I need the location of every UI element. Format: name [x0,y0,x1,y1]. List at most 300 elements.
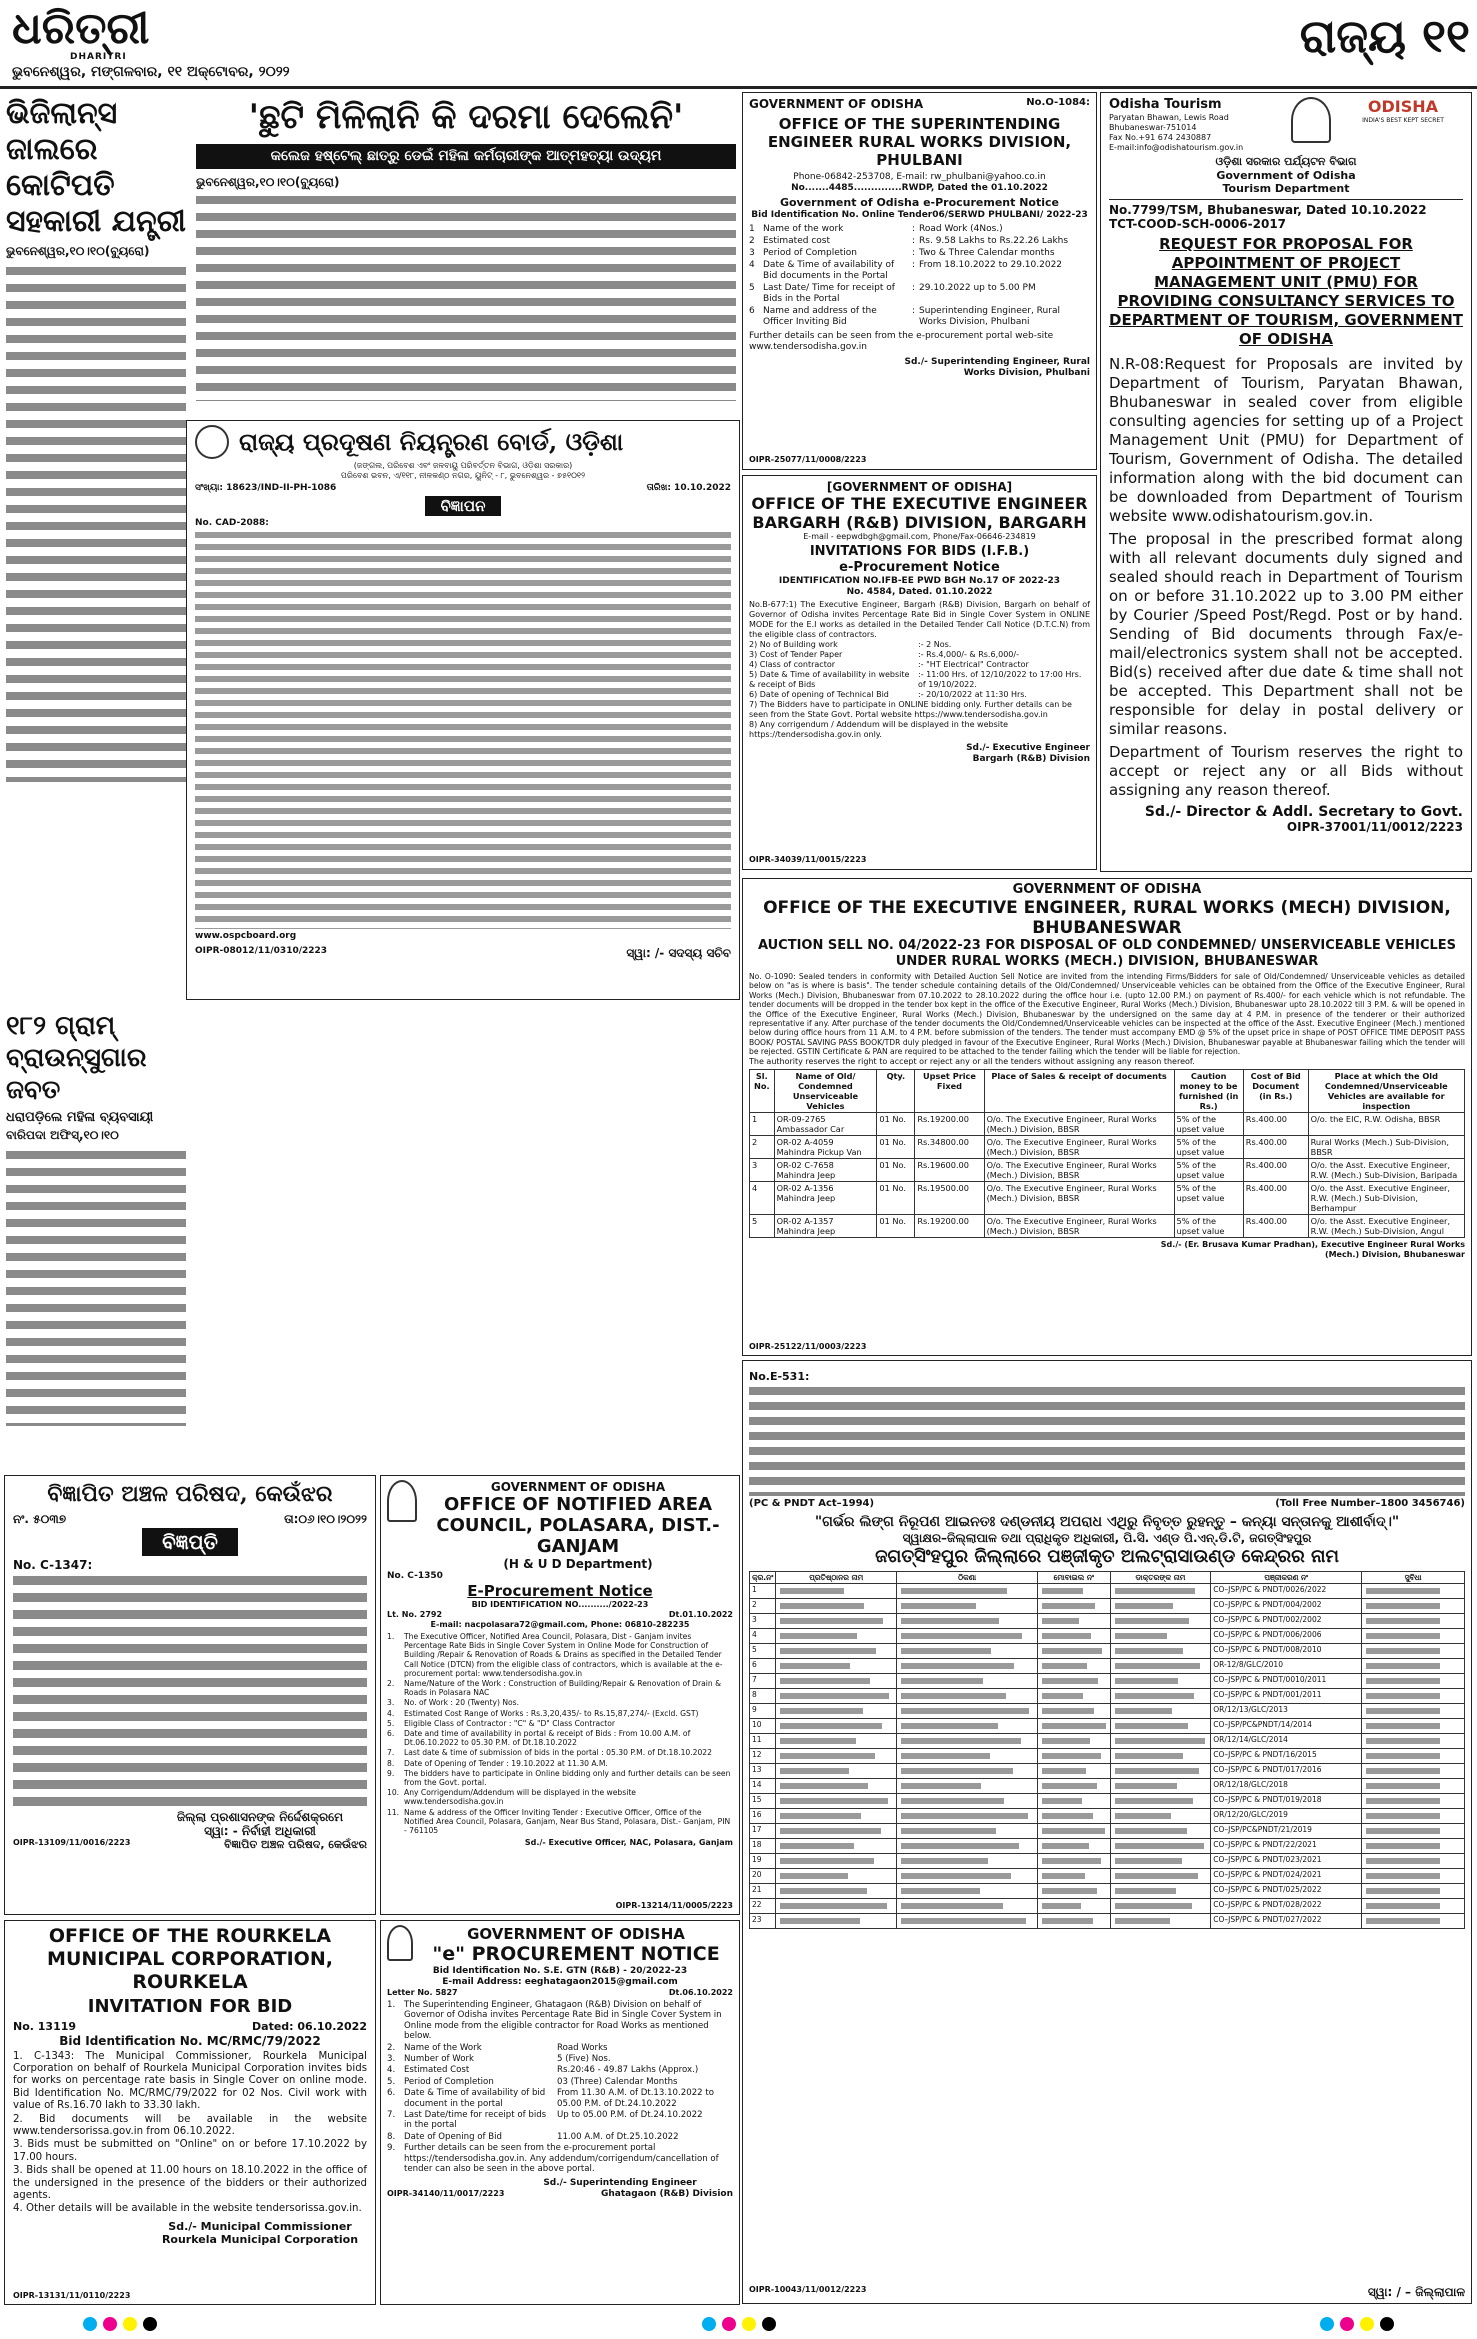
ad-polasara-row-text: No. of Work : 20 (Twenty) Nos. [404,1698,520,1708]
ad-ghatagaon-row [387,2043,733,2053]
ad-keonjhar-oipr: OIPR-13109/11/0016/2223 [13,1838,131,1847]
ad-pcpndt-heading1: "ଗର୍ଭର ଲିଙ୍ଗ ନିରୂପଣ ଆଇନତଃ ଦଣ୍ଡନୀୟ ଅପରାଧ ଏଥିରୁ ନିବୃତ୍ତ ରୁହନ୍ତୁ – କନ୍ୟା ସନ୍ତାନକୁ ଆଶୀର୍ବାଦ୍।" [814,1513,1400,1530]
table-cell-filler [897,1763,1038,1778]
ad-phulbani-row-value: From 18.10.2022 to 29.10.2022 [919,259,1063,270]
ad-ghatagaon [380,1920,740,2305]
ad-polasara-row-num: 8. [387,1758,395,1768]
table-cell: 23 [750,1913,776,1928]
ad-tourism-gov: Government of Odisha [1216,168,1356,182]
ad-phulbani-row [749,306,1090,328]
table-row [750,1808,1465,1823]
ad-polasara-row-num: 10. [387,1788,400,1798]
table-cell-reg: CO–JSP/PC & PNDT/004/2002 [1211,1598,1362,1613]
ad-tourism-body3: Department of Tourism reserves the right to accept or reject any or all Bids without assigning any reason thereof. [1109,743,1463,799]
table-cell-filler [1362,1898,1465,1913]
table-row [750,1214,1465,1237]
text-filler [1115,1768,1199,1774]
ad-pcpndt-sign: ସ୍ୱା: / – ଜିଲ୍ଲାପାଳ [1367,2285,1465,2299]
ad-tourism-rule [1109,199,1463,201]
ad-rourkela-no: No. 13119 [13,2020,77,2033]
table-cell-filler [776,1748,897,1763]
table-cell-filler [776,1808,897,1823]
table-cell-filler [897,1868,1038,1883]
ad-auction-table-header: Name of Old/ Condemned Unserviceable Vehicles [774,1069,877,1112]
registration-swatch [1360,2317,1374,2331]
table-cell-reg: CO–JSP/PC & PNDT/002/2002 [1211,1613,1362,1628]
table-row [750,1853,1465,1868]
ad-phulbani-row [749,224,1090,235]
text-filler [1042,1798,1082,1804]
table-cell-filler [776,1868,897,1883]
table-cell-filler [897,1853,1038,1868]
table-cell: 1 [750,1112,775,1135]
text-filler [1042,1603,1095,1609]
ad-phulbani-row-value: Two & Three Calendar months [919,247,1055,258]
table-cell-filler [776,1598,897,1613]
ad-polasara-row-text: Date of Opening of Tender : 19.10.2022 at 11.30 A.M. [404,1758,608,1768]
ad-ghatagaon-bid: Bid Identification No. S.E. GTN (R&B) - 20/2022-23 [432,1966,688,1976]
ad-pcpndt-table-header: ସୁବିଧା [1362,1571,1465,1583]
text-filler [1366,1888,1439,1894]
ad-ghatagaon-row-value: 11.00 A.M. of Dt.25.10.2022 [557,2131,679,2142]
table-row [750,1598,1465,1613]
ad-polasara-row [387,1729,733,1747]
ad-polasara-row [387,1698,733,1707]
ad-phulbani-gov: GOVERNMENT OF ODISHA [749,97,924,111]
story-sugar-dateline: ବାରିପଦା ଅଫିସ୍,୧୦।୧୦ [6,1128,119,1142]
ad-polasara-row-text: Last date & time of submission of bids in the portal : 05.30 P.M. of Dt.18.10.2022 [404,1748,712,1758]
ad-rourkela-sign2: Rourkela Municipal Corporation [161,2233,359,2247]
ad-ghatagaon-title: "e" PROCUREMENT NOTICE [432,1943,720,1965]
table-cell-filler [1110,1748,1211,1763]
table-row [750,1643,1465,1658]
text-filler [901,1693,1006,1699]
ad-phulbani-row [749,260,1090,282]
ad-polasara-office: OFFICE OF NOTIFIED AREA COUNCIL, POLASARA, DIST.- GANJAM [436,1494,720,1557]
table-cell: 5% of the upset value [1174,1135,1243,1158]
ad-phulbani-row-label: Name of the work [763,223,844,234]
ad-rourkela-title: INVITATION FOR BID [87,1996,293,2017]
text-filler [901,1783,981,1789]
table-cell-reg: CO–JSP/PC&PNDT/21/2019 [1211,1823,1362,1838]
ad-auction-table [749,1069,1465,1238]
text-filler [901,1663,1014,1669]
registration-swatch [762,2317,776,2331]
ad-polasara-row [387,1719,733,1728]
ad-phulbani-ref: No.......4485..............RWDP, Dated the 01.10.2022 [791,183,1048,193]
text-filler [780,1813,861,1819]
ad-tourism-gov-odia: ଓଡ଼ିଶା ସରକାର ପର୍ଯ୍ୟଟନ ବିଭାଗ [1215,155,1357,168]
table-cell-filler [1110,1703,1211,1718]
table-cell-filler [897,1733,1038,1748]
text-filler [1042,1918,1093,1924]
table-cell-reg: CO–JSP/PC & PNDT/0010/2011 [1211,1673,1362,1688]
table-cell-filler [1362,1628,1465,1643]
table-cell: 19 [750,1853,776,1868]
ad-pcpndt-intro [749,1384,1465,1496]
text-filler [1115,1663,1200,1669]
ad-bargarh-row-value: :- Rs.4,000/- & Rs.6,000/- [918,650,1019,659]
table-cell-filler [1038,1628,1110,1643]
ad-polasara-row [387,1759,733,1768]
text-filler [780,1678,869,1684]
table-cell-reg: OR-12/8/GLC/2010 [1211,1658,1362,1673]
registration-swatch [143,2317,157,2331]
ad-bargarh [742,475,1097,870]
text-filler [1042,1738,1090,1744]
table-cell-filler [1038,1598,1110,1613]
ad-polasara-row-text: Estimated Cost Range of Works : Rs.3,20,435/- to Rs.15,87,274/- (Excld. GST) [404,1708,699,1718]
ad-pollution-ref: ସଂଖ୍ୟା: 18623/IND-II-PH-1086 [195,483,337,493]
text-filler [901,1888,980,1894]
table-cell: Rural Works (Mech.) Sub-Division, BBSR [1308,1135,1464,1158]
ad-pcpndt-oipr: OIPR-10043/11/0012/2223 [749,2285,867,2294]
table-cell-filler [1110,1628,1211,1643]
table-cell: Rs.400.00 [1243,1214,1308,1237]
ad-phulbani-oipr: OIPR-25077/11/0008/2223 [749,455,867,464]
ad-bargarh-row-value: :- 20/10/2022 at 11:30 Hrs. [918,690,1027,699]
text-filler [1366,1633,1439,1639]
ad-polasara-row-text: Any Corrigendum/Addendum will be displayed in the website www.tendersodisha.gov.in [404,1788,636,1807]
ad-pollution-date: ତାରିଖ: 10.10.2022 [646,483,731,493]
table-cell-reg: OR/12/13/GLC/2013 [1211,1703,1362,1718]
ad-keonjhar-notice-no: No. C-1347: [13,1558,93,1572]
registration-swatch [742,2317,756,2331]
ad-ghatagaon-row-num: 5. [387,2076,396,2087]
table-row [750,1688,1465,1703]
ad-tourism-body1: N.R-08:Request for Proposals are invited by Department of Tourism, Paryatan Bhawan, Bhubaneswar in sealed cover from eligible consulting agencies for setting up of a Project Management Unit (PMU) for Department of Tourism, Government of Odisha. The detailed information along with the bid document can be downloaded from Department of Tourism website www.odishatourism.gov.in. [1109,355,1463,525]
table-cell-filler [1362,1778,1465,1793]
story-salary-subhead: କଲେଜ ହଷ୍ଟେଲ୍ ଛାତ୍ରୁ ଡେଇଁ ମହିଳା କର୍ମଚାରୀଙ୍କ ଆତ୍ମହତ୍ୟା ଉଦ୍ୟମ [196,144,736,169]
ad-bargarh-rows [749,640,1090,700]
ad-phulbani-row-num: 6 [749,305,755,316]
table-cell: 20 [750,1868,776,1883]
table-row [750,1733,1465,1748]
table-row [750,1913,1465,1928]
table-cell-filler [1038,1838,1110,1853]
text-filler [780,1648,876,1654]
ad-auction-table-header: Qty. [877,1069,915,1112]
ghatagaon-emblem-icon [387,1925,413,1961]
table-cell-filler [1038,1583,1110,1598]
text-filler [1042,1678,1098,1684]
ad-keonjhar [4,1475,376,1915]
table-cell: Rs.400.00 [1243,1135,1308,1158]
table-row [750,1112,1465,1135]
table-cell: O/o. the Asst. Executive Engineer, R.W. (Mech.) Sub-Division, Baripada [1308,1158,1464,1181]
ad-bargarh-row-value: :- 11:00 Hrs. of 12/10/2022 to 17:00 Hrs. of 19/10/2022. [918,670,1082,689]
table-cell-filler [776,1703,897,1718]
ad-phulbani-row [749,248,1090,259]
table-cell-filler [1110,1763,1211,1778]
ad-keonjhar-ref: ନଂ. ୫୦୩୭ [13,1512,67,1526]
text-filler [780,1798,888,1804]
table-cell-reg: CO–JSP/PC & PNDT/006/2006 [1211,1628,1362,1643]
table-row [750,1718,1465,1733]
text-filler [780,1753,875,1759]
table-cell-filler [776,1838,897,1853]
ad-pollution [186,420,740,1000]
ad-bargarh-row-label: 4) Class of contractor [749,660,836,669]
ad-ghatagaon-dated: Dt.06.10.2022 [668,1988,733,1997]
text-filler [901,1633,1022,1639]
ad-tourism-email: E-mail:info@odishatourism.gov.in [1109,143,1244,152]
table-cell: 9 [750,1703,776,1718]
text-filler [1042,1783,1097,1789]
ad-ghatagaon-row [387,2065,733,2075]
table-cell-filler [776,1613,897,1628]
ad-polasara-row-text: Eligible Class of Contractor : "C" & "D" Class Contractor [404,1718,616,1728]
ad-phulbani-row-value: 29.10.2022 up to 5.00 PM [919,282,1036,293]
table-cell-filler [1362,1613,1465,1628]
text-filler [1042,1828,1105,1834]
table-row [750,1868,1465,1883]
ad-bargarh-row-value: :- 2 Nos. [918,640,952,649]
table-cell: 5 [750,1643,776,1658]
text-filler [1042,1723,1105,1729]
text-filler [1115,1888,1176,1894]
text-filler [780,1903,887,1909]
table-cell-filler [1362,1598,1465,1613]
text-filler [1042,1888,1097,1894]
table-cell-reg: OR/12/14/GLC/2014 [1211,1733,1362,1748]
ad-polasara-row-num: 11. [387,1807,400,1817]
ad-polasara-gov: GOVERNMENT OF ODISHA [490,1480,666,1494]
ad-pcpndt-table [749,1571,1465,1929]
ad-tourism-sign: Sd./- Director & Addl. Secretary to Govt. [1144,804,1463,820]
text-filler [1366,1678,1439,1684]
ad-polasara-row [387,1632,733,1678]
ad-auction-body: No. O-1090: Sealed tenders in conformity with Detailed Auction Sell Notice are invited from the intending Firms/Bidders for sale of Old/Condemned/ Unserviceable vehicles as detailed below on "as is where is basis". The tender schedule containing details of the Old/Condemned/ Unserviceable vehicles can be obtained from the Office of the Executive Engineer, Rural Works (Mech.) Division, Bhubaneswar from 07.10.2022 to 28.10.2022 during the office hour i.e. (upto 12.00 P.M.) on payment of Rs.400/- for each vehicle which is not refundable. The tender documents will be dropped in the tender box kept in the office of the Executive Engineer, Rural Works (Mech.) Division, Bhubaneswar upto 28.10.2022 till 3 P.M. & will be opened in the Office of the Executive Engineer, Rural Works (Mech.) Division, Bhubaneswar by the undersigned on the same day at 4 P.M. in presence of the tenderer or their authorized representative if any. After purchase of the tender documents the Old/Condemned/Unserviceable vehicles can be inspected at the office of the Asst. Executive Engineer (Mech.) mentioned below during office hours from 11 A.M. to 4 P.M. before submission of the tenders. The tender must accompany EMD @ 5% of the upset price in shape of POST OFFICE TIME DEPOSIT PASS BOOK/ POSTAL SAVING PASS BOOK/TDR duly pledged in favour of the Executive Engineer, Rural Works (Mech.) Division, Bhubaneswar payable at Bhubaneswar failing which the tender will be rejected. GSTIN Certificate & PAN are required to be attached to the tender failing which the tender will be liable for rejection. [749,972,1465,1057]
ad-rourkela-items [13,2051,367,2216]
table-cell: OR-02 C-7658 Mahindra Jeep [774,1158,877,1181]
text-filler [1115,1723,1189,1729]
table-cell-filler [1038,1808,1110,1823]
table-cell: 22 [750,1898,776,1913]
text-filler [1042,1693,1082,1699]
table-cell-filler [1038,1703,1110,1718]
ad-ghatagaon-row [387,2077,733,2087]
ad-phulbani-row-num: 1 [749,223,755,234]
ad-auction-table-header: Place of Sales & receipt of documents [984,1069,1174,1112]
table-cell: OR-02 A-1356 Mahindra Jeep [774,1181,877,1214]
ad-pollution-body [195,529,731,929]
ad-polasara-row [387,1769,733,1787]
masthead-logo-en: DHARITRI [70,52,127,62]
text-filler [1115,1618,1190,1624]
table-cell: 16 [750,1808,776,1823]
ad-ghatagaon-row-num: 7. [387,2110,396,2121]
ad-ghatagaon-row [387,2132,733,2142]
table-cell-filler [776,1628,897,1643]
table-cell-filler [897,1838,1038,1853]
text-filler [1366,1648,1439,1654]
table-cell-filler [776,1913,897,1928]
table-cell-filler [776,1793,897,1808]
table-cell-filler [897,1598,1038,1613]
ad-phulbani-row-sep: : [912,235,916,246]
ad-ghatagaon-row [387,2000,733,2042]
ad-pcpndt-tollfree: (Toll Free Number–1800 3456746) [1275,1498,1465,1509]
ad-polasara-lt: Lt. No. 2792 [387,1610,443,1619]
ad-ghatagaon-email: E-mail Address: eeghatagaon2015@gmail.com [442,1977,678,1987]
text-filler [1115,1603,1173,1609]
table-cell-filler [1362,1733,1465,1748]
ad-ghatagaon-row-label: Estimated Cost [404,2065,470,2076]
table-cell: 01 No. [877,1214,915,1237]
story-salary [196,96,736,416]
table-cell-filler [776,1883,897,1898]
ad-ghatagaon-row-label: Date of Opening of Bid [404,2131,503,2142]
ad-pcpndt-table-header: ଠିକଣା [897,1571,1038,1583]
text-filler [901,1708,1029,1714]
table-cell-filler [897,1718,1038,1733]
text-filler [1366,1588,1439,1594]
ad-ghatagaon-row-value: 03 (Three) Calendar Months [557,2076,678,2087]
table-cell-filler [776,1778,897,1793]
ad-auction-office: OFFICE OF THE EXECUTIVE ENGINEER, RURAL WORKS (MECH) DIVISION, BHUBANESWAR [763,898,1451,938]
table-cell-reg: CO–JSP/PC & PNDT/008/2010 [1211,1643,1362,1658]
table-cell-reg: OR/12/20/GLC/2019 [1211,1808,1362,1823]
table-cell: O/o. The Executive Engineer, Rural Works (Mech.) Division, BBSR [984,1181,1174,1214]
text-filler [1115,1858,1182,1864]
ad-phulbani-row-sep: : [912,259,916,270]
ad-phulbani-row-num: 4 [749,259,755,270]
ad-ghatagaon-row-value: Up to 05.00 P.M. of Dt.24.10.2022 [557,2110,703,2121]
ad-polasara-row-num: 6. [387,1729,395,1739]
ad-pollution-title: ରାଜ୍ୟ ପ୍ରଦୂଷଣ ନିୟନ୍ତ୍ରଣ ବୋର୍ଡ, ଓଡ଼ିଶା [239,427,624,456]
table-cell-filler [776,1658,897,1673]
ad-ghatagaon-sign1: Sd./- Superintending Engineer [543,2177,697,2188]
registration-swatch [702,2317,716,2331]
text-filler [780,1618,883,1624]
text-filler [780,1768,848,1774]
ad-bargarh-ident: IDENTIFICATION NO.IFB-EE PWD BGH No.17 OF 2022-23 [778,576,1061,586]
table-cell: 5 [750,1214,775,1237]
table-row [750,1898,1465,1913]
text-filler [1115,1828,1188,1834]
text-filler [1042,1903,1081,1909]
table-cell-filler [897,1613,1038,1628]
table-row [750,1793,1465,1808]
story-salary-headline: 'ଛୁଟି ମିଳିଲାନି କି ଦରମା ଦେଲେନି' [248,97,684,137]
table-cell-reg: CO–JSP/PC & PNDT/019/2018 [1211,1793,1362,1808]
text-filler [901,1813,1027,1819]
table-cell-filler [1110,1808,1211,1823]
ad-polasara-row-num: 7. [387,1748,395,1758]
ad-ghatagaon-row-value: Rs.20:46 - 49.87 Lakhs (Approx.) [557,2065,699,2076]
table-cell: O/o. The Executive Engineer, Rural Works (Mech.) Division, BBSR [984,1135,1174,1158]
table-cell: Rs.19200.00 [915,1112,984,1135]
table-cell-filler [897,1793,1038,1808]
ad-pcpndt-heading2: ସ୍ୱାକ୍ଷର–ଜିଲ୍ଲାପାଳ ତଥା ପ୍ରାଧିକୃତ ଅଧିକାରୀ, ପି.ସି. ଏଣ୍ଡ ପି.ଏନ୍.ଡି.ଟି, ଜଗତ୍‌ସିଂହପୁର [902,1530,1312,1545]
ad-polasara-row-text: Date and time of availability in portal & receipt of Bids : From 10.00 A.M. of Dt.06.10.2022 to 05.30 P.M. of Dt.18.10.2022 [404,1729,691,1748]
ad-auction-table-header: Caution money to be furnished (in Rs.) [1174,1069,1243,1112]
registration-swatch [1380,2317,1394,2331]
text-filler [1042,1843,1089,1849]
text-filler [1115,1753,1183,1759]
table-cell: OR-09-2765 Ambassador Car [774,1112,877,1135]
ad-pollution-notice-no: No. CAD-2088: [195,518,269,528]
table-cell-filler [1038,1688,1110,1703]
table-cell: 14 [750,1778,776,1793]
text-filler [901,1588,1007,1594]
text-filler [1115,1588,1195,1594]
masthead-logo: ଧରିତ୍ରୀ [12,3,150,54]
table-cell: 11 [750,1733,776,1748]
ad-phulbani-no: No.O-1084: [1026,97,1090,108]
ad-auction [742,878,1472,1356]
text-filler [780,1828,881,1834]
text-filler [780,1738,855,1744]
ad-phulbani-row-label: Name and address of the Officer Inviting Bid [763,305,877,327]
ad-auction-sign: Sd./- (Er. Brusava Kumar Pradhan), Executive Engineer Rural Works (Mech.) Division, Bhubaneswar [1160,1239,1465,1259]
masthead [0,0,1477,92]
table-cell-filler [897,1808,1038,1823]
ad-tourism-ref: No.7799/TSM, Bhubaneswar, Dated 10.10.2022 [1109,203,1427,217]
table-cell-filler [1362,1688,1465,1703]
table-cell: 10 [750,1718,776,1733]
table-cell: O/o. the Asst. Executive Engineer, R.W. (Mech.) Sub-Division, Angul [1308,1214,1464,1237]
ad-ghatagaon-oipr: OIPR-34140/11/0017/2223 [387,2188,505,2198]
table-cell-filler [1038,1673,1110,1688]
registration-swatch [1340,2317,1354,2331]
story-vigilance [6,96,186,736]
table-row [750,1838,1465,1853]
ad-polasara [380,1475,740,1915]
table-cell-filler [1110,1838,1211,1853]
ad-phulbani-title: Government of Odisha e-Procurement Notice [779,196,1060,209]
table-cell-filler [1110,1583,1211,1598]
masthead-rule [0,86,1477,89]
ad-rourkela [4,1920,376,2305]
ad-phulbani [742,92,1097,470]
color-swatches-left [80,2317,160,2331]
table-cell: O/o. The Executive Engineer, Rural Works (Mech.) Division, BBSR [984,1214,1174,1237]
table-cell-filler [1110,1913,1211,1928]
text-filler [1042,1633,1091,1639]
ad-phulbani-row-label: Estimated cost [763,235,830,246]
table-cell-reg: CO–JSP/PC & PNDT/001/2011 [1211,1688,1362,1703]
table-cell-filler [1038,1658,1110,1673]
table-cell: 5% of the upset value [1174,1112,1243,1135]
table-cell-filler [1038,1748,1110,1763]
text-filler [1366,1753,1439,1759]
ad-ghatagaon-row-value: 5 (Five) Nos. [557,2054,611,2065]
text-filler [1115,1813,1171,1819]
ad-polasara-dept: (H & U D Department) [503,1557,653,1571]
ad-keonjhar-title: ବିଜ୍ଞାପିତ ଅଞ୍ଚଳ ପରିଷଦ, କେଉଁଝର [47,1481,333,1507]
text-filler [1366,1783,1439,1789]
text-filler [901,1843,1019,1849]
text-filler [901,1723,998,1729]
text-filler [1115,1693,1194,1699]
table-cell-filler [1362,1883,1465,1898]
ad-ghatagaon-row-num: 1. [387,2000,396,2010]
text-filler [780,1843,854,1849]
ad-bargarh-row-label: 3) Cost of Tender Paper [749,650,843,659]
text-filler [1366,1768,1439,1774]
text-filler [780,1918,860,1924]
table-cell: 01 No. [877,1135,915,1158]
ad-phulbani-contact: Phone-06842-253708, E-mail: rw_phulbani@yahoo.co.in [793,172,1046,182]
table-cell: Rs.400.00 [1243,1112,1308,1135]
text-filler [901,1678,983,1684]
text-filler [1042,1618,1079,1624]
table-cell: 7 [750,1673,776,1688]
ad-phulbani-row [749,283,1090,305]
table-cell-filler [1038,1898,1110,1913]
